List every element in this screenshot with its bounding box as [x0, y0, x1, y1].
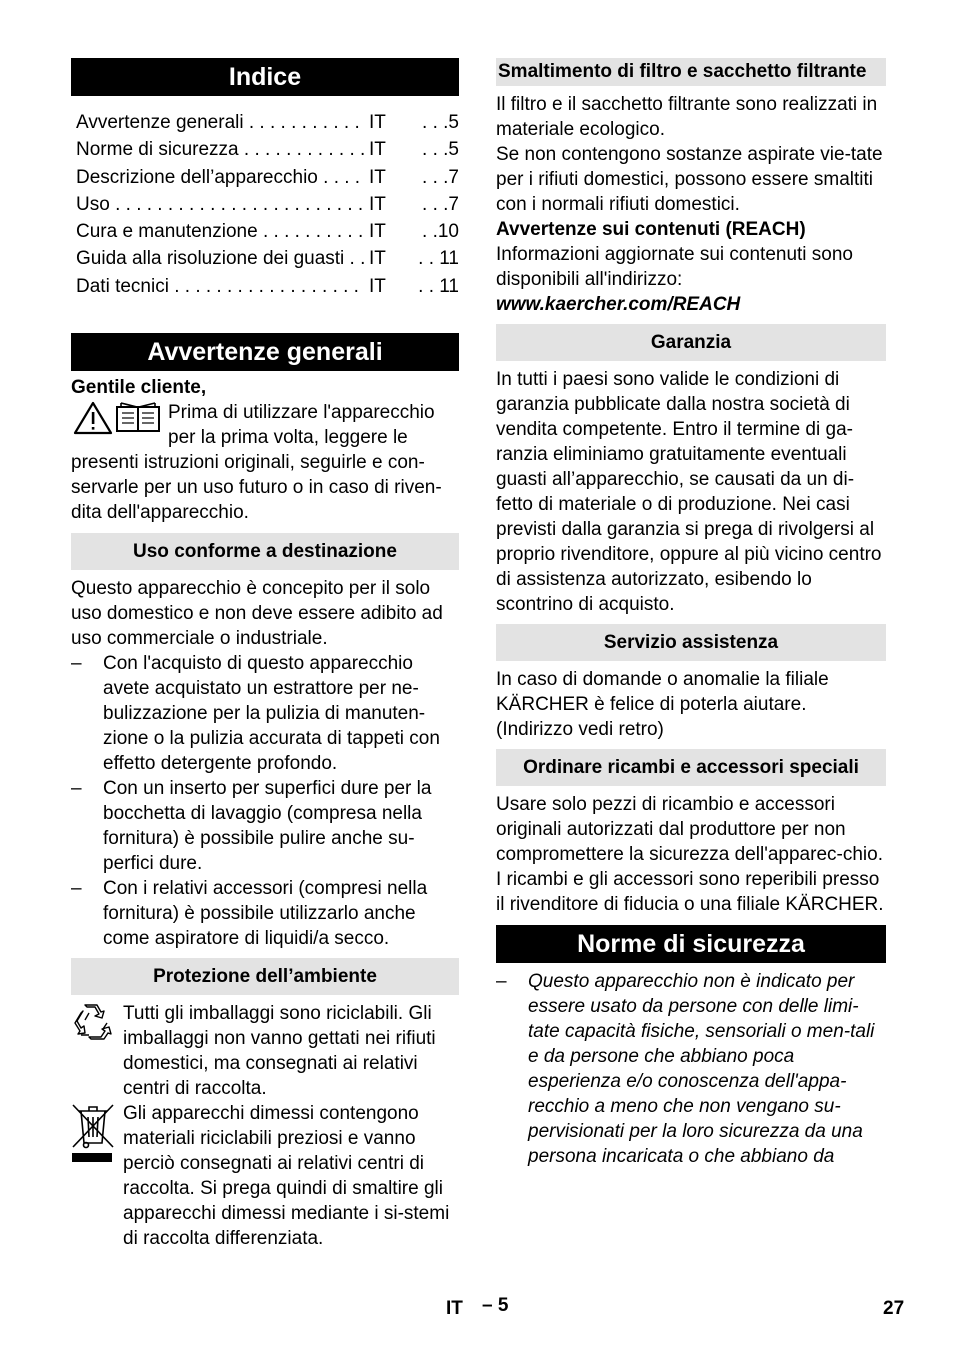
intended-use-heading: Uso conforme a destinazione: [71, 533, 459, 570]
intended-use-text: Questo apparecchio è concepito per il solo uso domestico e non deve essere adibito ad uso commerciale o industriale.: [71, 578, 443, 650]
warning-icon: [73, 401, 163, 435]
list-item: – Con i relativi accessori (compresi nella fornitura) è possibile utilizzarlo anche come aspiratore di liquidi/a secco.: [71, 878, 428, 950]
environment-heading: Protezione dell’ambiente: [71, 958, 459, 995]
toc-entry[interactable]: Uso . . . IT . . .7: [71, 191, 459, 218]
toc-entry[interactable]: Dati tecnici . . . IT . . 11: [71, 273, 459, 300]
index-heading: Indice: [71, 58, 459, 96]
page-number: 27: [883, 1298, 905, 1319]
customer-service-text: In caso di domande o anomalie la filiale KÄRCHER è felice di poterla aiutare. (Indirizzo vedi retro): [496, 669, 829, 740]
reach-heading: Avvertenze sui contenuti (REACH): [496, 219, 806, 240]
customer-service-heading: Servizio assistenza: [496, 624, 886, 661]
list-item: – Con un inserto per superfici dure per la bocchetta di lavaggio (compresa nella fornitura) è possibile pulire anche su-perfici dure.: [71, 778, 432, 875]
toc-entry[interactable]: Norme di sicurezza . . . IT . . .5: [71, 136, 459, 163]
table-of-contents: [71, 109, 459, 300]
safety-heading: Norme di sicurezza: [496, 925, 886, 963]
toc-entry[interactable]: Descrizione dell’apparecchio . . . IT . . .7: [71, 164, 459, 191]
footer-page-marker: – 5: [482, 1295, 509, 1316]
left-column: [71, 58, 459, 1251]
recycle-block: [71, 1001, 459, 1101]
warranty-text: In tutti i paesi sono valide le condizioni di garanzia pubblicate dalla nostra società di vendita competente. Entro il termine di ga-ranzia eliminiamo gratuitamente eventuali guasti all’apparecchio, se causati da un di-fetto di materiale o di produzione. Nei casi previsti dalla garanzia si prega di rivolgersi al proprio rivenditore, oppure al più vicino centro di assistenza autorizzato, esibendo lo scontrino di acquisto.: [496, 369, 882, 615]
filter-disposal-text-1: Il filtro e il sacchetto filtrante sono realizzati in materiale ecologico.: [496, 94, 878, 140]
list-item: – Questo apparecchio non è indicato per essere usato da persone con delle limi-tate capacità fisiche, sensoriali o men-tali e da persone che abbiano poca esperienza e/o conoscenza dell'appa-recchio a meno che non vengano su-pervisionati per la loro sicurezza da una persona incaricata o che abbiano da: [496, 971, 875, 1167]
right-column: [496, 58, 886, 1169]
spare-parts-text-1: Usare solo pezzi di ricambio e accessori originali autorizzati dal produttore per non compromettere la sicurezza dell'apparec-chio.: [496, 794, 883, 865]
toc-entry[interactable]: Guida alla risoluzione dei guasti . . . IT . . 11: [71, 245, 459, 272]
list-item: – Con l'acquisto di questo apparecchio avete acquistato un estrattore per ne-bulizzazione per la pulizia di manuten-zione o la pulizia accurata di tappeti con effetto detergente profondo.: [71, 653, 440, 775]
warranty-heading: Garanzia: [496, 324, 886, 361]
general-notes-heading: Avvertenze generali: [71, 333, 459, 371]
weee-text: Gli apparecchi dimessi contengono materiali riciclabili preziosi e vanno perciò consegnati ai relativi centri di raccolta. Si prega quindi di smaltire gli apparecchi dimessi mediante i si-stemi di raccolta differenziata.: [123, 1103, 450, 1250]
recycle-text: Tutti gli imballaggi sono riciclabili. Gli imballaggi non vanno gettati nei rifiuti domestici, ma consegnati ai relativi centri di raccolta.: [123, 1003, 436, 1100]
manual-book-icon: [117, 403, 159, 431]
filter-disposal-heading: Smaltimento di filtro e sacchetto filtrante: [496, 58, 886, 86]
spare-parts-heading: Ordinare ricambi e accessori speciali: [496, 749, 886, 786]
intro-block: Prima di utilizzare l'apparecchio per la prima volta, leggere le presenti istruzioni originali, seguirle e con- servarle per un uso futuro o in caso di riven- dita dell'apparecchio.: [71, 402, 442, 524]
spare-parts-text-2: I ricambi e gli accessori sono reperibili presso il rivenditore di fiducia o una filiale KÄRCHER.: [496, 869, 884, 915]
reach-link[interactable]: www.kaercher.com/REACH: [496, 294, 741, 315]
reach-text: Informazioni aggiornate sui contenuti sono disponibili all'indirizzo:: [496, 244, 854, 290]
footer-language: IT: [446, 1298, 463, 1319]
filter-disposal-text-2: Se non contengono sostanze aspirate vie-tate per i rifiuti domestici, possono essere smaltiti con i normali rifiuti domestici.: [496, 144, 883, 215]
weee-block: [71, 1101, 459, 1251]
warning-manual-icons: [73, 401, 163, 435]
recycle-icon: [71, 1001, 115, 1045]
toc-entry[interactable]: Avvertenze generali . . . IT . . .5: [71, 109, 459, 136]
toc-entry[interactable]: Cura e manutenzione . . . IT . .10: [71, 218, 459, 245]
greeting: Gentile cliente,: [71, 377, 207, 399]
weee-bin-icon: [71, 1101, 115, 1167]
